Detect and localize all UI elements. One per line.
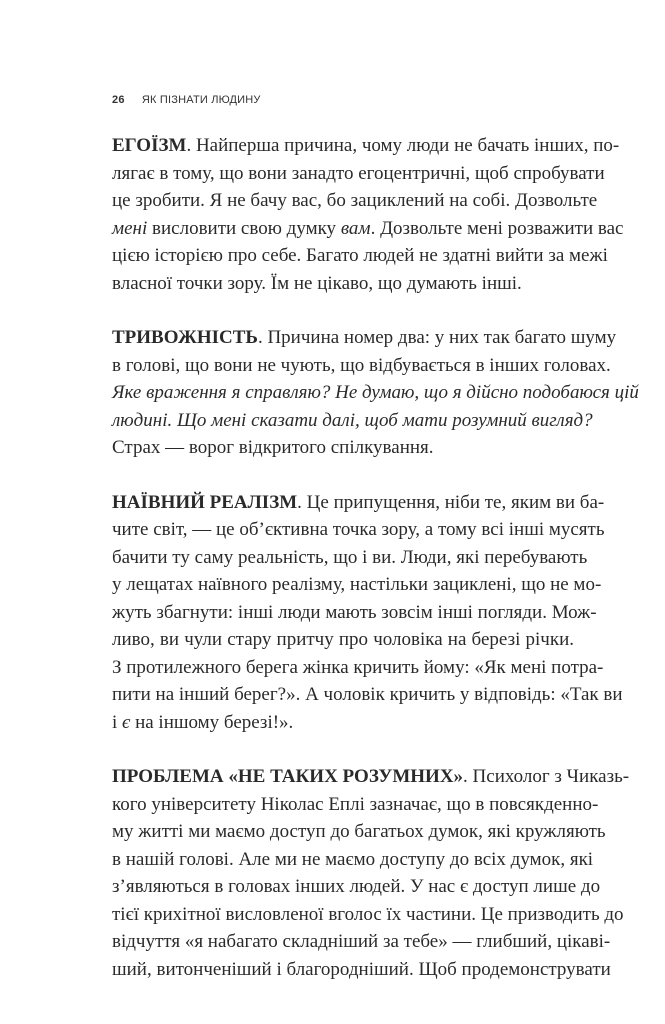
paragraph-term: НАЇВНИЙ РЕАЛІЗМ: [112, 491, 298, 513]
text-line: НАЇВНИЙ РЕАЛІЗМ. Це припущення, ніби те, яким ви ба-: [112, 491, 605, 513]
text-line: цією історією про себе. Багато людей не здатні вийти за межі: [112, 245, 608, 266]
text-line: жуть збагнути: інші люди мають зовсім інші погляди. Мож-: [112, 601, 597, 623]
paragraph-egoism: [112, 132, 624, 297]
text-line: в нашій голові. Але ми не маємо доступу до всіх думок, які: [112, 848, 594, 870]
text-line: ТРИВОЖНІСТЬ. Причина номер два: у них так багато шуму: [112, 327, 617, 348]
text-line: відчуття «я набагато складніший за тебе» — глибший, цікаві-: [112, 931, 611, 952]
paragraph-term: ПРОБЛЕМА «НЕ ТАКИХ РОЗУМНИХ»: [112, 766, 464, 787]
text-line: ливо, ви чули стару притчу про чоловіка на березі річки.: [112, 629, 574, 650]
running-header: [112, 94, 261, 106]
text-line: Страх — ворог відкритого спілкування.: [112, 437, 434, 458]
text-line: в голові, що вони не чують, що відбувається в інших головах.: [112, 354, 611, 376]
running-title: ЯК ПІЗНАТИ ЛЮДИНУ: [141, 94, 261, 106]
text-line: пити на інший берег?». А чоловік кричить у відповідь: «Так ви: [112, 684, 623, 705]
text-line: ПРОБЛЕМА «НЕ ТАКИХ РОЗУМНИХ». Психолог з Чиказь-: [112, 766, 630, 787]
paragraph-naive-realism: [112, 489, 623, 737]
text-line: і є на іншому березі!».: [112, 711, 294, 733]
text-line: ший, витонченіший і благородніший. Щоб продемонструвати: [112, 958, 611, 980]
text-line: З протилежного берега жінка кричить йому: «Як мені потра-: [112, 656, 604, 678]
text-line: це зробити. Я не бачу вас, бо зациклений на собі. Дозвольте: [112, 190, 598, 211]
text-line: чите світ, — це об’єктивна точка зору, а тому всі інші мусять: [112, 519, 605, 540]
body-text: [112, 132, 639, 1010]
text-line: кого університету Ніколас Еплі зазначає, що в повсякденно-: [112, 793, 599, 815]
text-line: людині. Що мені сказати далі, щоб мати розумний вигляд?: [112, 409, 593, 431]
text-line: бачити ту саму реальність, що і ви. Люди, які перебувають: [112, 546, 588, 568]
text-line: тієї крихітної висловленої вголос їх частини. Це призводить до: [112, 903, 624, 925]
text-line: лягає в тому, що вони занадто егоцентричні, щоб спробувати: [112, 162, 605, 184]
paragraph-anxiety: [112, 324, 639, 462]
paragraph-term: ТРИВОЖНІСТЬ: [112, 327, 258, 348]
text-line: му житті ми маємо доступ до багатьох думок, які кружляють: [112, 821, 606, 842]
text-line: у лещатах наївного реалізму, настільки зациклені, що не мо-: [112, 574, 602, 595]
text-line: ЕГОЇЗМ. Найперша причина, чому люди не бачать інших, по-: [112, 135, 620, 156]
text-line: мені висловити свою думку вам. Дозвольте мені розважити вас: [112, 217, 624, 239]
page-number: 26: [112, 94, 125, 106]
text-line: Яке враження я справляю? Не думаю, що я дійсно подобаюся цій: [112, 382, 639, 403]
paragraph-term: ЕГОЇЗМ: [112, 135, 187, 156]
text-line: власної точки зору. Їм не цікаво, що думають інші.: [112, 272, 522, 294]
paragraph-not-so-smart: [112, 763, 630, 983]
text-line: з’являються в головах інших людей. У нас є доступ лише до: [112, 876, 601, 897]
